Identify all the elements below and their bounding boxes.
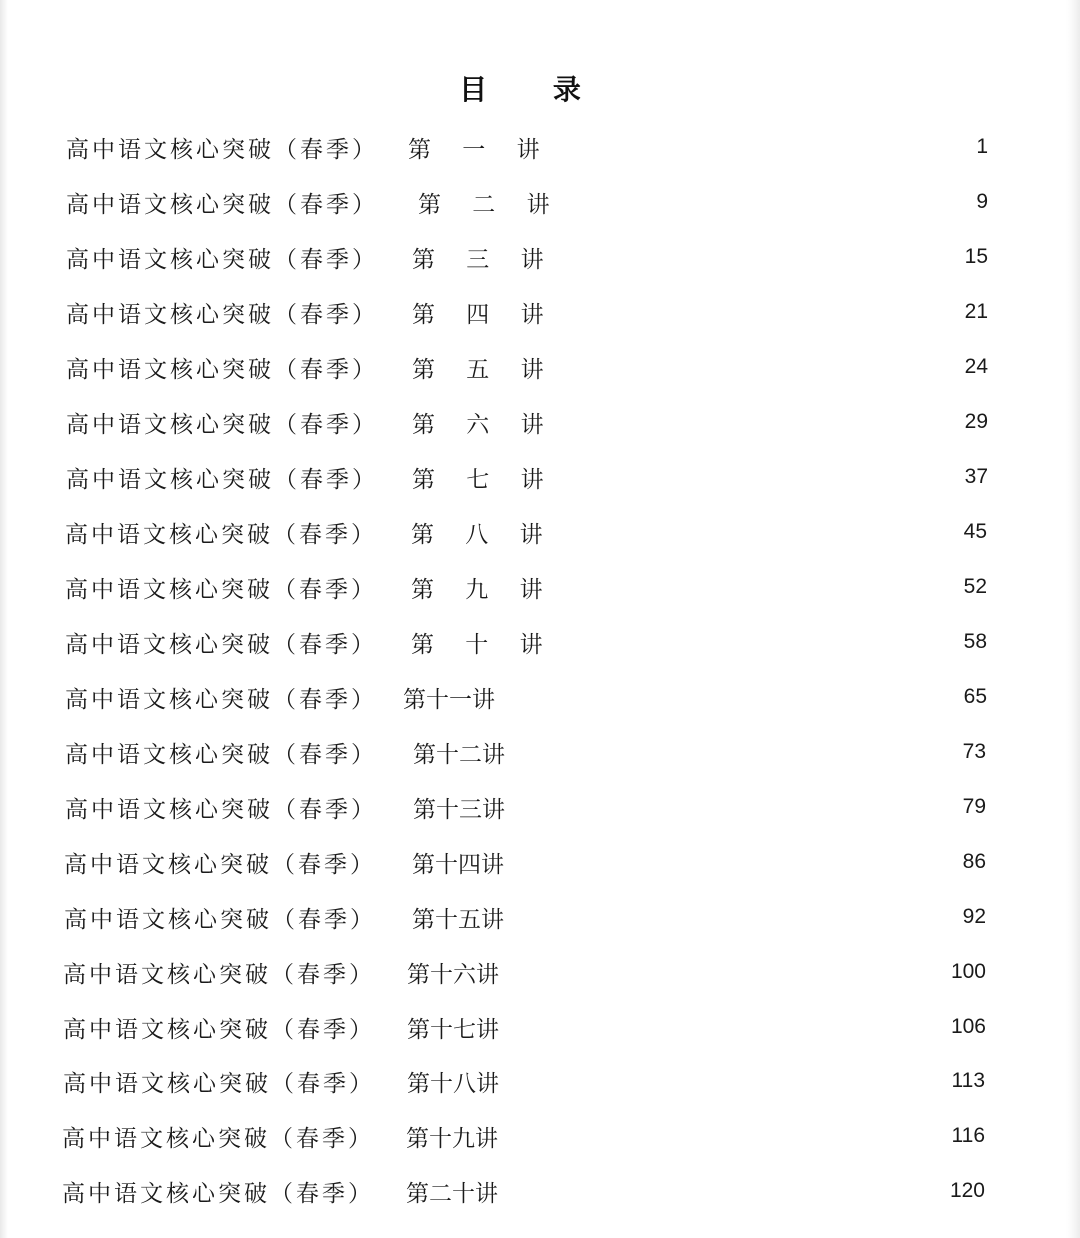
toc-course-title: 高中语文核心突破（春季） xyxy=(66,191,378,218)
toc-lecture-label: 第二十讲 xyxy=(406,1180,498,1207)
dot-leader xyxy=(500,1113,950,1153)
toc-course-title: 高中语文核心突破（春季） xyxy=(66,301,378,328)
toc-lecture-label: 第十一讲 xyxy=(403,686,495,713)
toc-course-title: 高中语文核心突破（春季） xyxy=(63,1070,375,1097)
toc-course-title: 高中语文核心突破（春季） xyxy=(65,686,377,713)
toc-course-title: 高中语文核心突破（春季） xyxy=(65,796,377,823)
toc-page-number: 1 xyxy=(976,135,988,158)
toc-lecture-label: 第 十 讲 xyxy=(411,631,555,658)
dot-leader xyxy=(501,949,949,989)
toc-entry[interactable] xyxy=(66,347,988,387)
toc-entry[interactable] xyxy=(66,182,988,222)
toc-entry[interactable] xyxy=(65,732,986,772)
toc-entry[interactable] xyxy=(66,457,988,497)
toc-lecture-label: 第十四讲 xyxy=(412,851,504,878)
toc-course-title: 高中语文核心突破（春季） xyxy=(62,1125,374,1152)
toc-page-number: 58 xyxy=(963,630,987,653)
toc-course-title: 高中语文核心突破（春季） xyxy=(65,576,377,603)
toc-entry[interactable] xyxy=(64,897,986,937)
page-title: 目 录 xyxy=(459,73,609,106)
dot-leader xyxy=(554,124,975,164)
toc-entry[interactable] xyxy=(63,1007,986,1047)
toc-entry[interactable] xyxy=(66,237,988,277)
dot-leader xyxy=(564,179,975,219)
toc-page-number: 15 xyxy=(964,245,988,268)
toc-course-title: 高中语文核心突破（春季） xyxy=(65,631,377,658)
toc-page-number: 29 xyxy=(964,410,988,433)
toc-entry[interactable] xyxy=(65,567,987,607)
toc-course-title: 高中语文核心突破（春季） xyxy=(66,246,378,273)
dot-leader xyxy=(507,784,961,824)
toc-lecture-label: 第 三 讲 xyxy=(412,246,556,273)
toc-entry[interactable] xyxy=(63,952,986,992)
toc-entry[interactable] xyxy=(65,787,986,827)
toc-page-number: 21 xyxy=(964,300,988,323)
toc-lecture-label: 第十六讲 xyxy=(407,961,499,988)
toc-lecture-label: 第 六 讲 xyxy=(412,411,556,438)
toc-course-title: 高中语文核心突破（春季） xyxy=(65,741,377,768)
dot-leader xyxy=(558,399,963,439)
toc-course-title: 高中语文核心突破（春季） xyxy=(64,851,376,878)
toc-lecture-label: 第十三讲 xyxy=(413,796,505,823)
dot-leader xyxy=(557,564,962,604)
toc-entry[interactable] xyxy=(63,1061,985,1101)
dot-leader xyxy=(501,1004,949,1044)
toc-entry[interactable] xyxy=(62,1116,985,1156)
toc-course-title: 高中语文核心突破（春季） xyxy=(66,466,378,493)
toc-page-number: 24 xyxy=(964,355,988,378)
toc-lecture-label: 第十二讲 xyxy=(413,741,505,768)
toc-lecture-label: 第十五讲 xyxy=(412,906,504,933)
toc-entry[interactable] xyxy=(65,677,987,717)
dot-leader xyxy=(558,454,963,494)
toc-lecture-label: 第 七 讲 xyxy=(412,466,556,493)
toc-page-number: 73 xyxy=(962,740,986,763)
toc-lecture-label: 第 二 讲 xyxy=(418,191,562,218)
toc-page-number: 113 xyxy=(951,1069,985,1092)
dot-leader xyxy=(558,344,963,384)
toc-lecture-label: 第 九 讲 xyxy=(411,576,555,603)
toc-course-title: 高中语文核心突破（春季） xyxy=(63,961,375,988)
toc-lecture-label: 第 四 讲 xyxy=(412,301,556,328)
page-edge-shadow-right xyxy=(1066,0,1080,1238)
toc-lecture-label: 第十七讲 xyxy=(407,1016,499,1043)
toc-course-title: 高中语文核心突破（春季） xyxy=(66,136,378,163)
toc-page-number: 45 xyxy=(963,520,987,543)
toc-course-title: 高中语文核心突破（春季） xyxy=(63,1016,375,1043)
toc-course-title: 高中语文核心突破（春季） xyxy=(62,1180,374,1207)
toc-lecture-label: 第 一 讲 xyxy=(408,136,552,163)
toc-page-number: 86 xyxy=(962,850,986,873)
toc-page-number: 106 xyxy=(950,1015,986,1038)
toc-page-number: 92 xyxy=(962,905,986,928)
toc-lecture-label: 第 五 讲 xyxy=(412,356,556,383)
dot-leader xyxy=(501,1058,950,1098)
dot-leader xyxy=(500,1168,948,1208)
toc-course-title: 高中语文核心突破（春季） xyxy=(65,521,377,548)
dot-leader xyxy=(558,234,963,274)
toc-page-number: 37 xyxy=(964,465,988,488)
toc-entry[interactable] xyxy=(66,127,988,167)
toc-page-number: 79 xyxy=(962,795,986,818)
toc-course-title: 高中语文核心突破（春季） xyxy=(64,906,376,933)
toc-entry[interactable] xyxy=(65,512,987,552)
toc-page-number: 9 xyxy=(976,190,988,213)
dot-leader xyxy=(507,729,961,769)
dot-leader xyxy=(506,894,961,934)
toc-lecture-label: 第 八 讲 xyxy=(411,521,555,548)
toc-entry[interactable] xyxy=(66,402,988,442)
toc-course-title: 高中语文核心突破（春季） xyxy=(66,356,378,383)
dot-leader xyxy=(557,619,962,659)
toc-page-number: 116 xyxy=(951,1124,985,1147)
toc-lecture-label: 第十九讲 xyxy=(406,1125,498,1152)
dot-leader xyxy=(557,509,962,549)
toc-course-title: 高中语文核心突破（春季） xyxy=(66,411,378,438)
toc-entry[interactable] xyxy=(66,292,988,332)
dot-leader xyxy=(506,839,961,879)
toc-page-number: 65 xyxy=(963,685,987,708)
toc-page-number: 120 xyxy=(949,1179,985,1202)
toc-page-number: 52 xyxy=(963,575,987,598)
toc-entry[interactable] xyxy=(65,622,987,662)
toc-lecture-label: 第十八讲 xyxy=(407,1070,499,1097)
dot-leader xyxy=(558,289,963,329)
dot-leader xyxy=(497,674,962,714)
toc-entry[interactable] xyxy=(64,842,986,882)
toc-page-number: 100 xyxy=(950,960,986,983)
page-edge-shadow-left xyxy=(0,0,8,1238)
toc-entry[interactable] xyxy=(62,1171,985,1211)
